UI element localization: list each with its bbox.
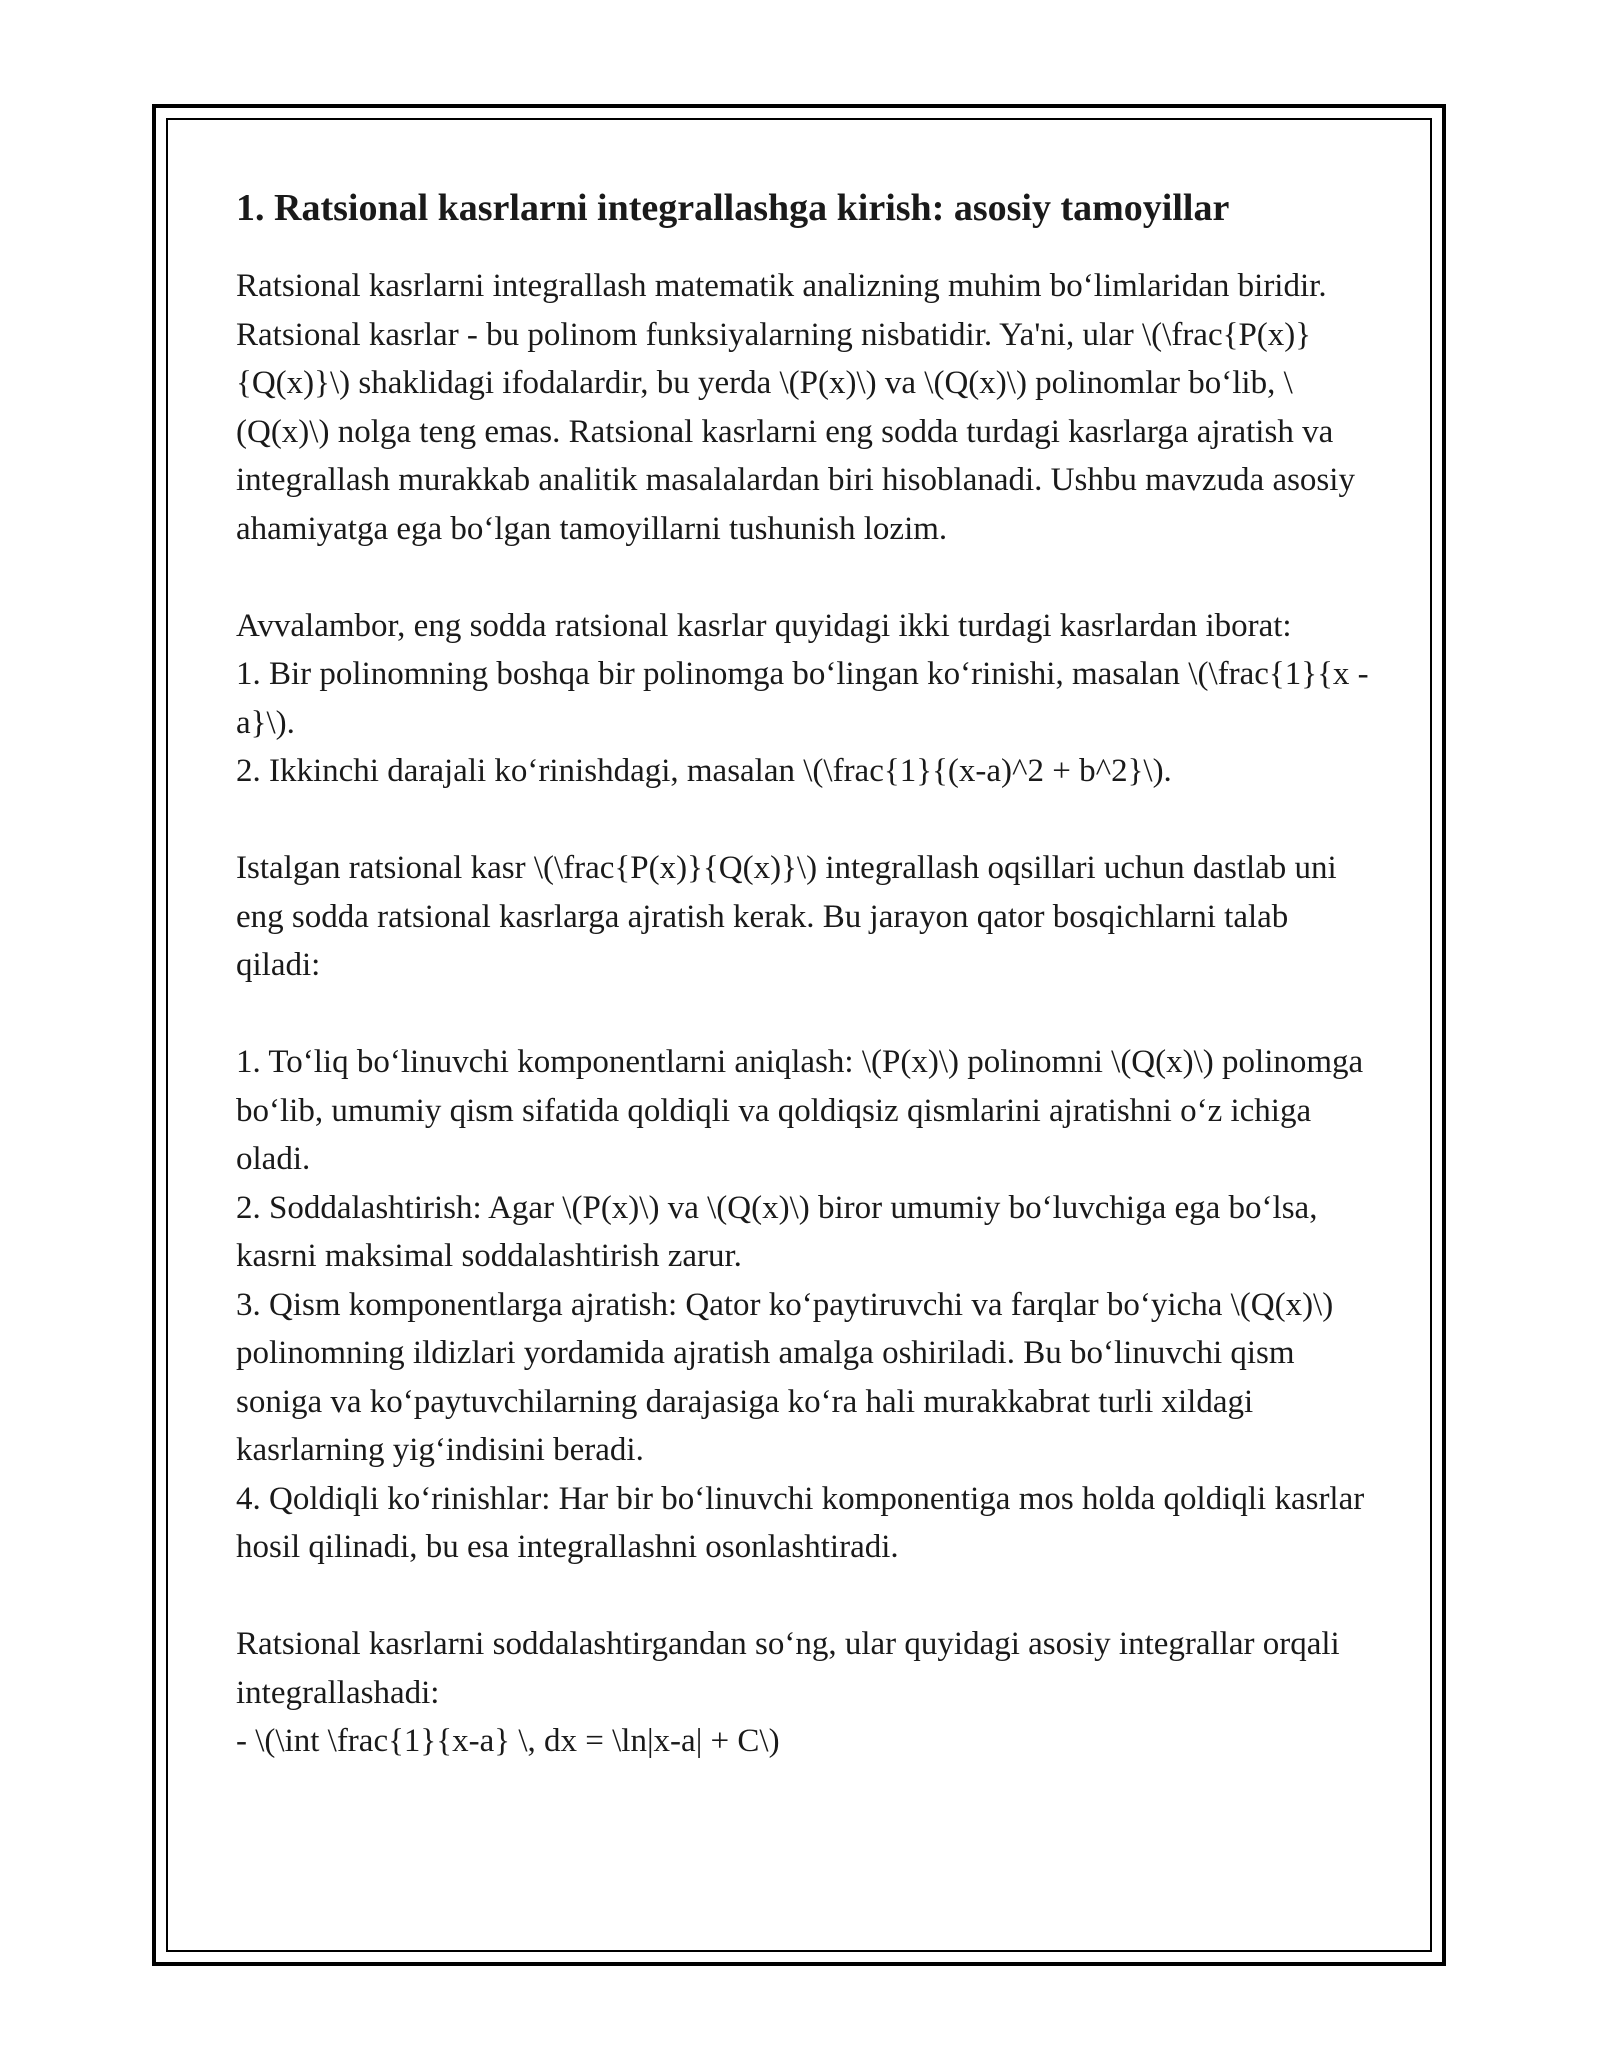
integral-formula-1: - \(\int \frac{1}{x-a} \, dx = \ln|x-a| + C\) [236,1723,780,1759]
document-body [236,184,1376,1766]
simple-fraction-item-2: 2. Ikkinchi darajali ko‘rinishdagi, masalan \(\frac{1}{(x-a)^2 + b^2}\). [236,753,1172,789]
step-item-2: 2. Soddalashtirish: Agar \(P(x)\) va \(Q(x)\) biror umumiy bo‘luvchiga ega bo‘lsa, kasrni maksimal soddalashtirish zarur. [236,1189,1318,1274]
step-item-4: 4. Qoldiqli ko‘rinishlar: Har bir bo‘linuvchi komponentiga mos holda qoldiqli kasrlar hosil qilinadi, bu esa integrallashni osonlashtiradi. [236,1480,1365,1565]
decomposition-paragraph: Istalgan ratsional kasr \(\frac{P(x)}{Q(x)}\) integrallash oqsillari uchun dastlab uni eng sodda ratsional kasrlarga ajratish kerak. Bu jarayon qator bosqichlarni talab qiladi: [236,850,1337,983]
simple-fractions-intro: Avvalambor, eng sodda ratsional kasrlar quyidagi ikki turdagi kasrlardan iborat: [236,607,1292,644]
paragraph-intro: Ratsional kasrlarni integrallash matematik analizning muhim bo‘limlaridan biridir. Ratsional kasrlar - bu polinom funksiyalarning nisbatidir. Ya'ni, ular \(\frac{P(x)}{Q(x)}\) shaklidagi ifodalardir, bu yerda \(P(x)\) va \(Q(x)\) polinomlar bo‘lib, \(Q(x)\) nolga teng emas. Ratsional kasrlarni eng sodda turdagi kasrlarga ajratish va integrallash murakkab analitik masalalardan biri hisoblanadi. Ushbu mavzuda asosiy ahamiyatga ega bo‘lgan tamoyillarni tushunish lozim. [236,268,1355,547]
simple-fractions-section [236,602,1376,796]
step-item-3: 3. Qism komponentlarga ajratish: Qator ko‘paytiruvchi va farqlar bo‘yicha \(Q(x)\) polinomning ildizlari yordamida ajratish amalga oshiriladi. Bu bo‘linuvchi qism soniga va ko‘paytuvchilarning darajasiga ko‘ra hali murakkabrat turli xildagi kasrlarning yig‘indisini beradi. [236,1286,1334,1468]
section-title: 1. Ratsional kasrlarni integrallashga kirish: asosiy tamoyillar [236,187,1230,229]
simple-fraction-item-1: 1. Bir polinomning boshqa bir polinomga bo‘lingan ko‘rinishi, masalan \(\frac{1}{x - a}\). [236,656,1369,741]
basic-integrals-intro: Ratsional kasrlarni soddalashtirgandan so‘ng, ular quyidagi asosiy integrallar orqali integrallashadi: [236,1626,1340,1711]
step-item-1: 1. To‘liq bo‘linuvchi komponentlarni aniqlash: \(P(x)\) polinomni \(Q(x)\) polinomga bo‘lib, umumiy qism sifatida qoldiqli va qoldiqsiz qismlarini ajratishni o‘z ichiga oladi. [236,1044,1364,1177]
steps-list [236,1038,1376,1572]
basic-integrals-section [236,1620,1376,1766]
